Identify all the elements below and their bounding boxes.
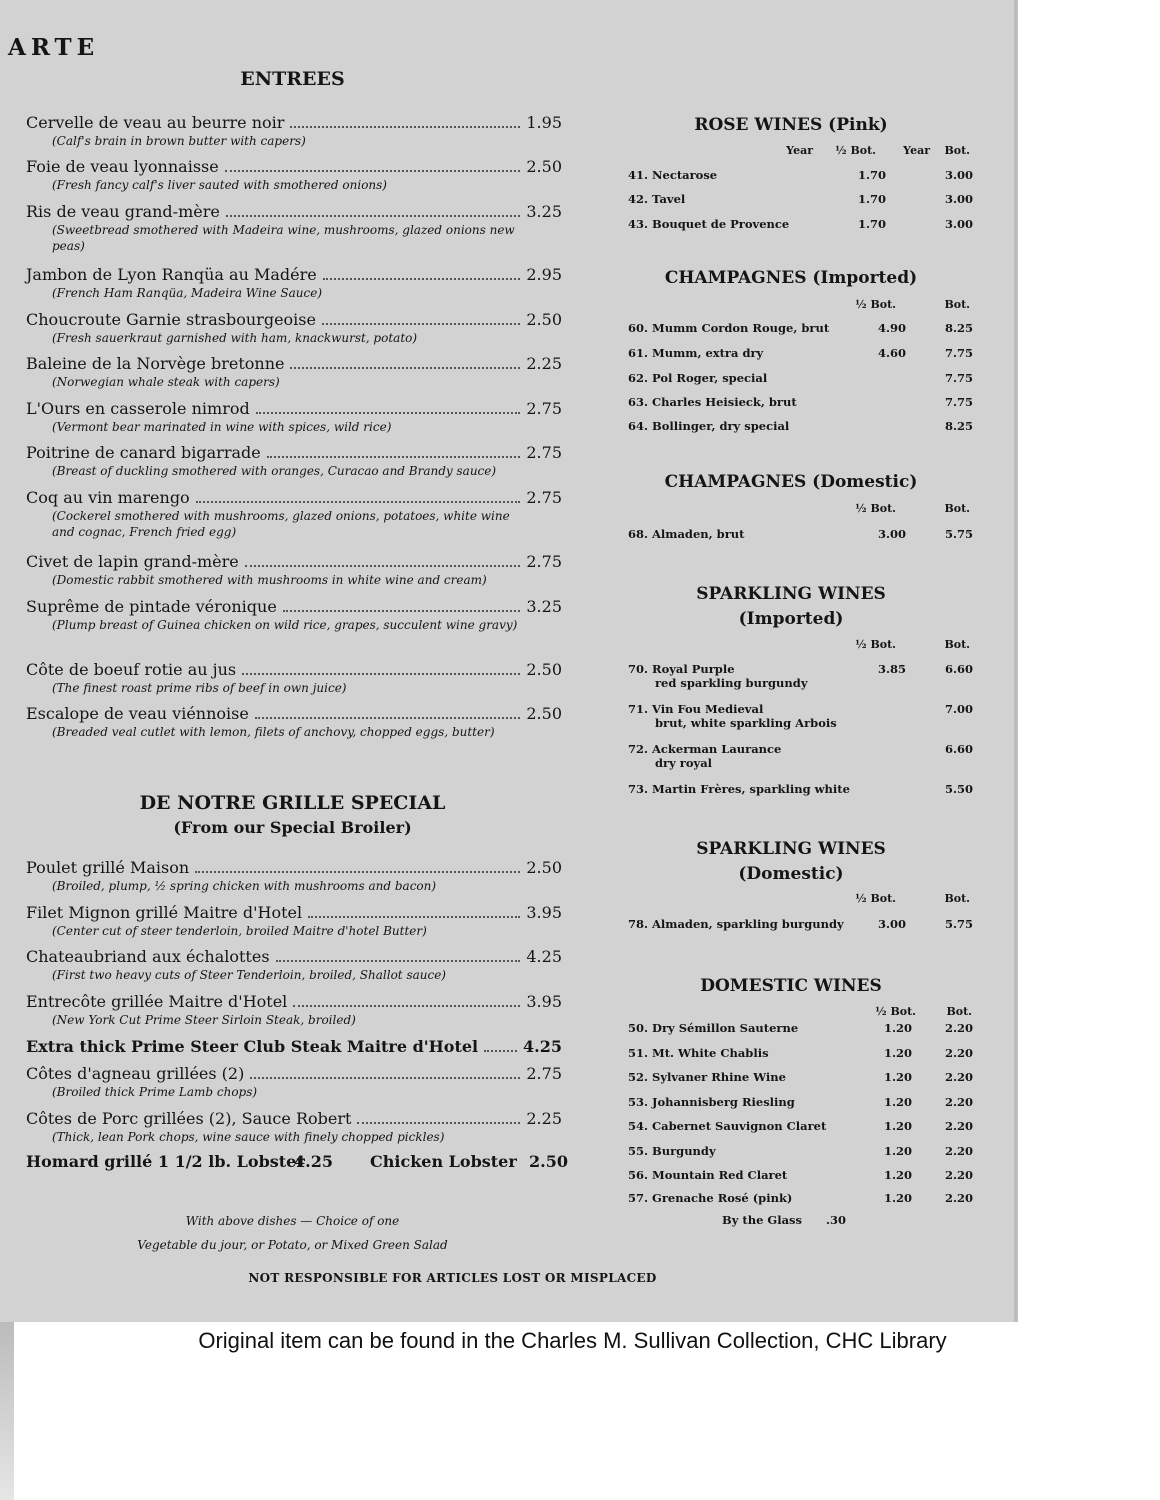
- sparkling-imported-subtitle: (Imported): [738, 609, 844, 629]
- menu-item: [26, 660, 562, 696]
- rose-col-half: ½ Bot.: [835, 144, 876, 157]
- wine-bottle-price: 3.00: [944, 192, 973, 206]
- menu-item-line: [26, 947, 562, 967]
- dot-leader: [323, 278, 521, 280]
- wine-name: [628, 662, 808, 690]
- wine-bottle-price: 7.75: [944, 395, 973, 409]
- wine-bottle-price: 6.60: [944, 662, 973, 676]
- wine-name-text: 68. Almaden, brut: [628, 527, 745, 541]
- menu-item-description: (New York Cut Prime Steer Sirloin Steak, broiled): [52, 1013, 356, 1027]
- dot-leader: [242, 673, 520, 675]
- dot-leader: [195, 871, 520, 873]
- rose-col-year2: Year: [903, 144, 930, 157]
- menu-item-name: Extra thick Prime Steer Club Steak Maitre d'Hotel: [26, 1037, 479, 1056]
- menu-item-price: 2.25: [526, 1109, 562, 1128]
- wine-name-text: 42. Tavel: [628, 192, 686, 206]
- dot-leader: [250, 1077, 520, 1079]
- wine-name-text: 41. Nectarose: [628, 168, 718, 182]
- menu-item-description: (Breaded veal cutlet with lemon, filets of anchovy, chopped eggs, butter): [52, 725, 495, 739]
- menu-item: [26, 947, 562, 983]
- spark-dom-col-bot: Bot.: [944, 892, 970, 905]
- menu-item-description: (Center cut of steer tenderloin, broiled Maitre d'hotel Butter): [52, 924, 427, 938]
- wine-half-bottle-price: 4.60: [877, 346, 906, 360]
- menu-item-price: 2.75: [526, 552, 562, 571]
- menu-item-price: 1.95: [526, 113, 562, 132]
- wine-name-text: 52. Sylvaner Rhine Wine: [628, 1070, 786, 1084]
- menu-item-name: Jambon de Lyon Ranqüa au Madére: [26, 265, 317, 284]
- menu-item: [26, 399, 562, 435]
- menu-item-price: 2.50: [526, 157, 562, 176]
- wine-name-text: 55. Burgundy: [628, 1144, 716, 1158]
- header-fragment: ARTE: [8, 34, 100, 61]
- champ-imp-col-half: ½ Bot.: [855, 298, 896, 311]
- menu-item: [26, 704, 562, 740]
- menu-item-description: (Thick, lean Pork chops, wine sauce with finely chopped pickles): [52, 1130, 445, 1144]
- wine-name-text: 62. Pol Roger, special: [628, 371, 768, 385]
- menu-item: [26, 597, 562, 633]
- wine-name: [628, 217, 789, 231]
- menu-item-price: 2.75: [526, 488, 562, 507]
- grill-title: DE NOTRE GRILLE SPECIAL: [139, 792, 446, 814]
- wine-name: [628, 1119, 826, 1133]
- menu-item-price: 4.25: [526, 947, 562, 966]
- wine-bottle-price: 3.00: [944, 168, 973, 182]
- wine-bottle-price: 2.20: [944, 1021, 973, 1035]
- wine-half-bottle-price: 1.20: [883, 1021, 912, 1035]
- collection-caption: Original item can be found in the Charles M. Sullivan Collection, CHC Library: [198, 1328, 947, 1353]
- wine-half-bottle-price: 1.70: [857, 192, 886, 206]
- sparkling-imported-title: SPARKLING WINES: [696, 584, 886, 604]
- wine-name-text: 70. Royal Purple: [628, 662, 735, 676]
- menu-item-line: [26, 858, 562, 878]
- menu-item-name: Cervelle de veau au beurre noir: [26, 113, 285, 132]
- wine-name: [628, 1144, 716, 1158]
- wine-bottle-price: 7.00: [944, 702, 973, 716]
- wine-bottle-price: 7.75: [944, 346, 973, 360]
- wine-name-text: 73. Martin Frères, sparkling white: [628, 782, 850, 796]
- menu-item-price: 2.75: [526, 443, 562, 462]
- menu-item: [26, 443, 562, 479]
- wine-name-text: 60. Mumm Cordon Rouge, brut: [628, 321, 830, 335]
- wine-name-text: 54. Cabernet Sauvignon Claret: [628, 1119, 827, 1133]
- wine-name: [628, 1168, 787, 1182]
- menu-item-name: Côtes d'agneau grillées (2): [26, 1064, 245, 1083]
- menu-item: [26, 488, 562, 540]
- wine-half-bottle-price: 1.70: [857, 217, 886, 231]
- menu-item-description: (Cockerel smothered with mushrooms, glazed onions, potatoes, white wine and cognac, French fried egg): [52, 509, 510, 539]
- menu-item-name: Coq au vin marengo: [26, 488, 190, 507]
- wine-half-bottle-price: 1.20: [883, 1144, 912, 1158]
- wine-name: [628, 346, 763, 360]
- sparkling-domestic-title: SPARKLING WINES: [696, 839, 886, 859]
- menu-item: [26, 113, 562, 149]
- menu-item-name: Poitrine de canard bigarrade: [26, 443, 261, 462]
- champ-imp-col-bot: Bot.: [944, 298, 970, 311]
- menu-item-line: [26, 113, 562, 133]
- menu-item-description: (Domestic rabbit smothered with mushrooms in white wine and cream): [52, 573, 487, 587]
- menu-item-price: 2.50: [526, 858, 562, 877]
- grill-subtitle: (From our Special Broiler): [173, 818, 412, 837]
- spark-imp-col-half: ½ Bot.: [855, 638, 896, 651]
- wine-bottle-price: 2.20: [944, 1168, 973, 1182]
- menu-item: [26, 1109, 562, 1145]
- menu-item-line: [26, 310, 562, 330]
- wine-name-text: 53. Johannisberg Riesling: [628, 1095, 795, 1109]
- wine-name: [628, 1070, 786, 1084]
- wine-name-text: 64. Bollinger, dry special: [628, 419, 790, 433]
- wine-half-bottle-price: 3.85: [877, 662, 906, 676]
- wine-half-bottle-price: 3.00: [877, 917, 906, 931]
- dot-leader: [245, 565, 521, 567]
- wine-name: [628, 782, 850, 796]
- wine-name-text: 61. Mumm, extra dry: [628, 346, 764, 360]
- menu-item-line: [26, 399, 562, 419]
- dot-leader: [267, 456, 521, 458]
- dot-leader: [290, 126, 520, 128]
- wine-bottle-price: 5.75: [944, 527, 973, 541]
- wine-name: [628, 419, 789, 433]
- wine-name-text: 51. Mt. White Chablis: [628, 1046, 769, 1060]
- lobster-price: 4.25: [294, 1152, 333, 1171]
- menu-item-name: Suprême de pintade véronique: [26, 597, 277, 616]
- rose-col-bot: Bot.: [944, 144, 970, 157]
- wine-name: [628, 1191, 792, 1205]
- wine-name: [628, 1046, 769, 1060]
- spark-imp-col-bot: Bot.: [944, 638, 970, 651]
- menu-item-line: [26, 157, 562, 177]
- entrees-title: ENTREES: [240, 68, 345, 90]
- menu-item-price: 2.75: [526, 1064, 562, 1083]
- dot-leader: [308, 916, 520, 918]
- menu-item-line: [26, 1037, 562, 1057]
- wine-name-text: 63. Charles Heisieck, brut: [628, 395, 797, 409]
- dot-leader: [290, 367, 520, 369]
- wine-half-bottle-price: 1.20: [883, 1119, 912, 1133]
- spark-dom-col-half: ½ Bot.: [855, 892, 896, 905]
- wine-name: [628, 321, 829, 335]
- menu-item-description: (Fresh sauerkraut garnished with ham, knackwurst, potato): [52, 331, 418, 345]
- menu-item-name: Côte de boeuf rotie au jus: [26, 660, 237, 679]
- rose-col-year: Year: [786, 144, 813, 157]
- wine-name: [628, 702, 837, 730]
- menu-item: [26, 157, 562, 193]
- wine-bottle-price: 8.25: [944, 321, 973, 335]
- wine-half-bottle-price: 1.20: [883, 1095, 912, 1109]
- menu-item-price: 2.50: [526, 310, 562, 329]
- dom-col-bot: Bot.: [946, 1005, 972, 1018]
- menu-item-description: (Vermont bear marinated in wine with spices, wild rice): [52, 420, 392, 434]
- wine-name-text: 78. Almaden, sparkling burgundy: [628, 917, 844, 931]
- wine-bottle-price: 2.20: [944, 1070, 973, 1084]
- menu-item-line: [26, 202, 562, 222]
- menu-item-name: Escalope de veau viénnoise: [26, 704, 249, 723]
- champagnes-domestic-title: CHAMPAGNES (Domestic): [664, 472, 918, 492]
- dot-leader: [484, 1050, 517, 1052]
- side-dish-note-2: Vegetable du jour, or Potato, or Mixed Green Salad: [137, 1238, 448, 1252]
- wine-name: [628, 168, 717, 182]
- menu-item-description: (Norwegian whale steak with capers): [52, 375, 280, 389]
- wine-name: [628, 1095, 795, 1109]
- champagnes-imported-title: CHAMPAGNES (Imported): [664, 268, 918, 288]
- menu-item-name: Poulet grillé Maison: [26, 858, 190, 877]
- dot-leader: [293, 1005, 520, 1007]
- wine-bottle-price: 2.20: [944, 1191, 973, 1205]
- menu-item-price: 3.25: [526, 597, 562, 616]
- wine-bottle-price: 2.20: [944, 1095, 973, 1109]
- menu-item-price: 3.95: [526, 992, 562, 1011]
- scan-edge: [1014, 0, 1018, 1322]
- menu-item-description: (First two heavy cuts of Steer Tenderloin, broiled, Shallot sauce): [52, 968, 446, 982]
- wine-name: [628, 371, 767, 385]
- by-the-glass-price: .30: [826, 1213, 847, 1227]
- menu-item-line: [26, 597, 562, 617]
- wine-bottle-price: 6.60: [944, 742, 973, 756]
- menu-item-line: [26, 660, 562, 680]
- menu-item-description: (Breast of duckling smothered with oranges, Curacao and Brandy sauce): [52, 464, 497, 478]
- dot-leader: [255, 717, 521, 719]
- rose-wines-title: ROSE WINES (Pink): [694, 115, 888, 135]
- wine-subtitle: dry royal: [655, 756, 713, 770]
- menu-item: [26, 1037, 562, 1057]
- menu-item-name: Côtes de Porc grillées (2), Sauce Robert: [26, 1109, 352, 1128]
- menu-item-line: [26, 443, 562, 463]
- dot-leader: [283, 610, 521, 612]
- by-the-glass-label: By the Glass: [722, 1213, 802, 1227]
- menu-item-price: 2.25: [526, 354, 562, 373]
- dot-leader: [276, 960, 521, 962]
- menu-item-price: 3.95: [526, 903, 562, 922]
- menu-item-description: (The finest roast prime ribs of beef in own juice): [52, 681, 347, 695]
- dot-leader: [226, 215, 521, 217]
- menu-item-line: [26, 1109, 562, 1129]
- dot-leader: [322, 323, 520, 325]
- dot-leader: [256, 412, 521, 414]
- dot-leader: [357, 1122, 520, 1124]
- wine-subtitle: red sparkling burgundy: [655, 676, 808, 690]
- menu-item: [26, 202, 562, 254]
- champ-dom-col-bot: Bot.: [944, 502, 970, 515]
- menu-item-description: (Broiled thick Prime Lamb chops): [52, 1085, 258, 1099]
- wine-half-bottle-price: 1.20: [883, 1070, 912, 1084]
- menu-item: [26, 552, 562, 588]
- wine-name-text: 56. Mountain Red Claret: [628, 1168, 788, 1182]
- wine-name-text: 71. Vin Fou Medieval: [628, 702, 764, 716]
- menu-item: [26, 903, 562, 939]
- menu-item-line: [26, 488, 562, 508]
- wine-bottle-price: 8.25: [944, 419, 973, 433]
- wine-name-text: 43. Bouquet de Provence: [628, 217, 790, 231]
- menu-item-line: [26, 354, 562, 374]
- menu-item: [26, 1064, 562, 1100]
- wine-half-bottle-price: 1.70: [857, 168, 886, 182]
- chicken-lobster-price: 2.50: [529, 1152, 568, 1171]
- wine-half-bottle-price: 3.00: [877, 527, 906, 541]
- footer-notice: NOT RESPONSIBLE FOR ARTICLES LOST OR MISPLACED: [248, 1271, 657, 1285]
- menu-item-line: [26, 903, 562, 923]
- wine-name: [628, 395, 797, 409]
- wine-bottle-price: 3.00: [944, 217, 973, 231]
- wine-subtitle: brut, white sparkling Arbois: [655, 716, 837, 730]
- menu-item-description: (Calf's brain in brown butter with capers): [52, 134, 306, 148]
- menu-item-price: 3.25: [526, 202, 562, 221]
- menu-item: [26, 992, 562, 1028]
- wine-name-text: 72. Ackerman Laurance: [628, 742, 782, 756]
- menu-item-description: (Fresh fancy calf's liver sauted with smothered onions): [52, 178, 387, 192]
- wine-bottle-price: 2.20: [944, 1144, 973, 1158]
- menu-item-name: L'Ours en casserole nimrod: [26, 399, 250, 418]
- side-dish-note-1: With above dishes — Choice of one: [185, 1214, 400, 1228]
- wine-name-text: 50. Dry Sémillon Sauterne: [628, 1021, 799, 1035]
- menu-item-price: 4.25: [523, 1037, 562, 1056]
- wine-bottle-price: 5.50: [944, 782, 973, 796]
- menu-item: [26, 354, 562, 390]
- menu-item-name: Filet Mignon grillé Maitre d'Hotel: [26, 903, 303, 922]
- menu-item-name: Foie de veau lyonnaisse: [26, 157, 219, 176]
- wine-name-text: 57. Grenache Rosé (pink): [628, 1191, 793, 1205]
- wine-half-bottle-price: 1.20: [883, 1168, 912, 1182]
- sparkling-domestic-subtitle: (Domestic): [738, 864, 844, 884]
- champ-dom-col-half: ½ Bot.: [855, 502, 896, 515]
- chicken-lobster-label: Chicken Lobster: [370, 1152, 517, 1171]
- wine-half-bottle-price: 4.90: [877, 321, 906, 335]
- menu-item-name: Chateaubriand aux échalottes: [26, 947, 270, 966]
- by-the-glass: [722, 1213, 846, 1227]
- wine-name: [628, 527, 744, 541]
- menu-item: [26, 265, 562, 301]
- menu-item-line: [26, 1064, 562, 1084]
- dot-leader: [196, 501, 521, 503]
- wine-name: [628, 742, 781, 770]
- menu-item-price: 2.95: [526, 265, 562, 284]
- menu-item: [26, 858, 562, 894]
- menu-item-price: 2.75: [526, 399, 562, 418]
- wine-name: [628, 917, 844, 931]
- menu-item-line: [26, 704, 562, 724]
- wine-name: [628, 192, 685, 206]
- dot-leader: [225, 170, 521, 172]
- menu-item-description: (Plump breast of Guinea chicken on wild rice, grapes, succulent wine gravy): [52, 618, 518, 632]
- wine-bottle-price: 5.75: [944, 917, 973, 931]
- menu-item-name: Ris de veau grand-mère: [26, 202, 220, 221]
- menu-item-description: (Sweetbread smothered with Madeira wine, mushrooms, glazed onions new peas): [52, 223, 515, 253]
- menu-item-description: (Broiled, plump, ½ spring chicken with mushrooms and bacon): [52, 879, 437, 893]
- menu-item-name: Civet de lapin grand-mère: [26, 552, 239, 571]
- dom-col-half: ½ Bot.: [875, 1005, 916, 1018]
- menu-item-name: Entrecôte grillée Maitre d'Hotel: [26, 992, 288, 1011]
- wine-bottle-price: 2.20: [944, 1119, 973, 1133]
- menu-item-name: Choucroute Garnie strasbourgeoise: [26, 310, 316, 329]
- menu-item: [26, 310, 562, 346]
- wine-half-bottle-price: 1.20: [883, 1046, 912, 1060]
- menu-item-description: (French Ham Ranqüa, Madeira Wine Sauce): [52, 286, 323, 300]
- menu-item-line: [26, 552, 562, 572]
- menu-item-line: [26, 992, 562, 1012]
- wine-bottle-price: 7.75: [944, 371, 973, 385]
- wine-bottle-price: 2.20: [944, 1046, 973, 1060]
- menu-item-line: [26, 265, 562, 285]
- menu-item-price: 2.50: [526, 660, 562, 679]
- lobster-label: Homard grillé 1 1/2 lb. Lobster: [26, 1152, 305, 1171]
- wine-half-bottle-price: 1.20: [883, 1191, 912, 1205]
- menu-item-price: 2.50: [526, 704, 562, 723]
- menu-item-name: Baleine de la Norvège bretonne: [26, 354, 285, 373]
- domestic-wines-title: DOMESTIC WINES: [700, 976, 882, 996]
- wine-name: [628, 1021, 798, 1035]
